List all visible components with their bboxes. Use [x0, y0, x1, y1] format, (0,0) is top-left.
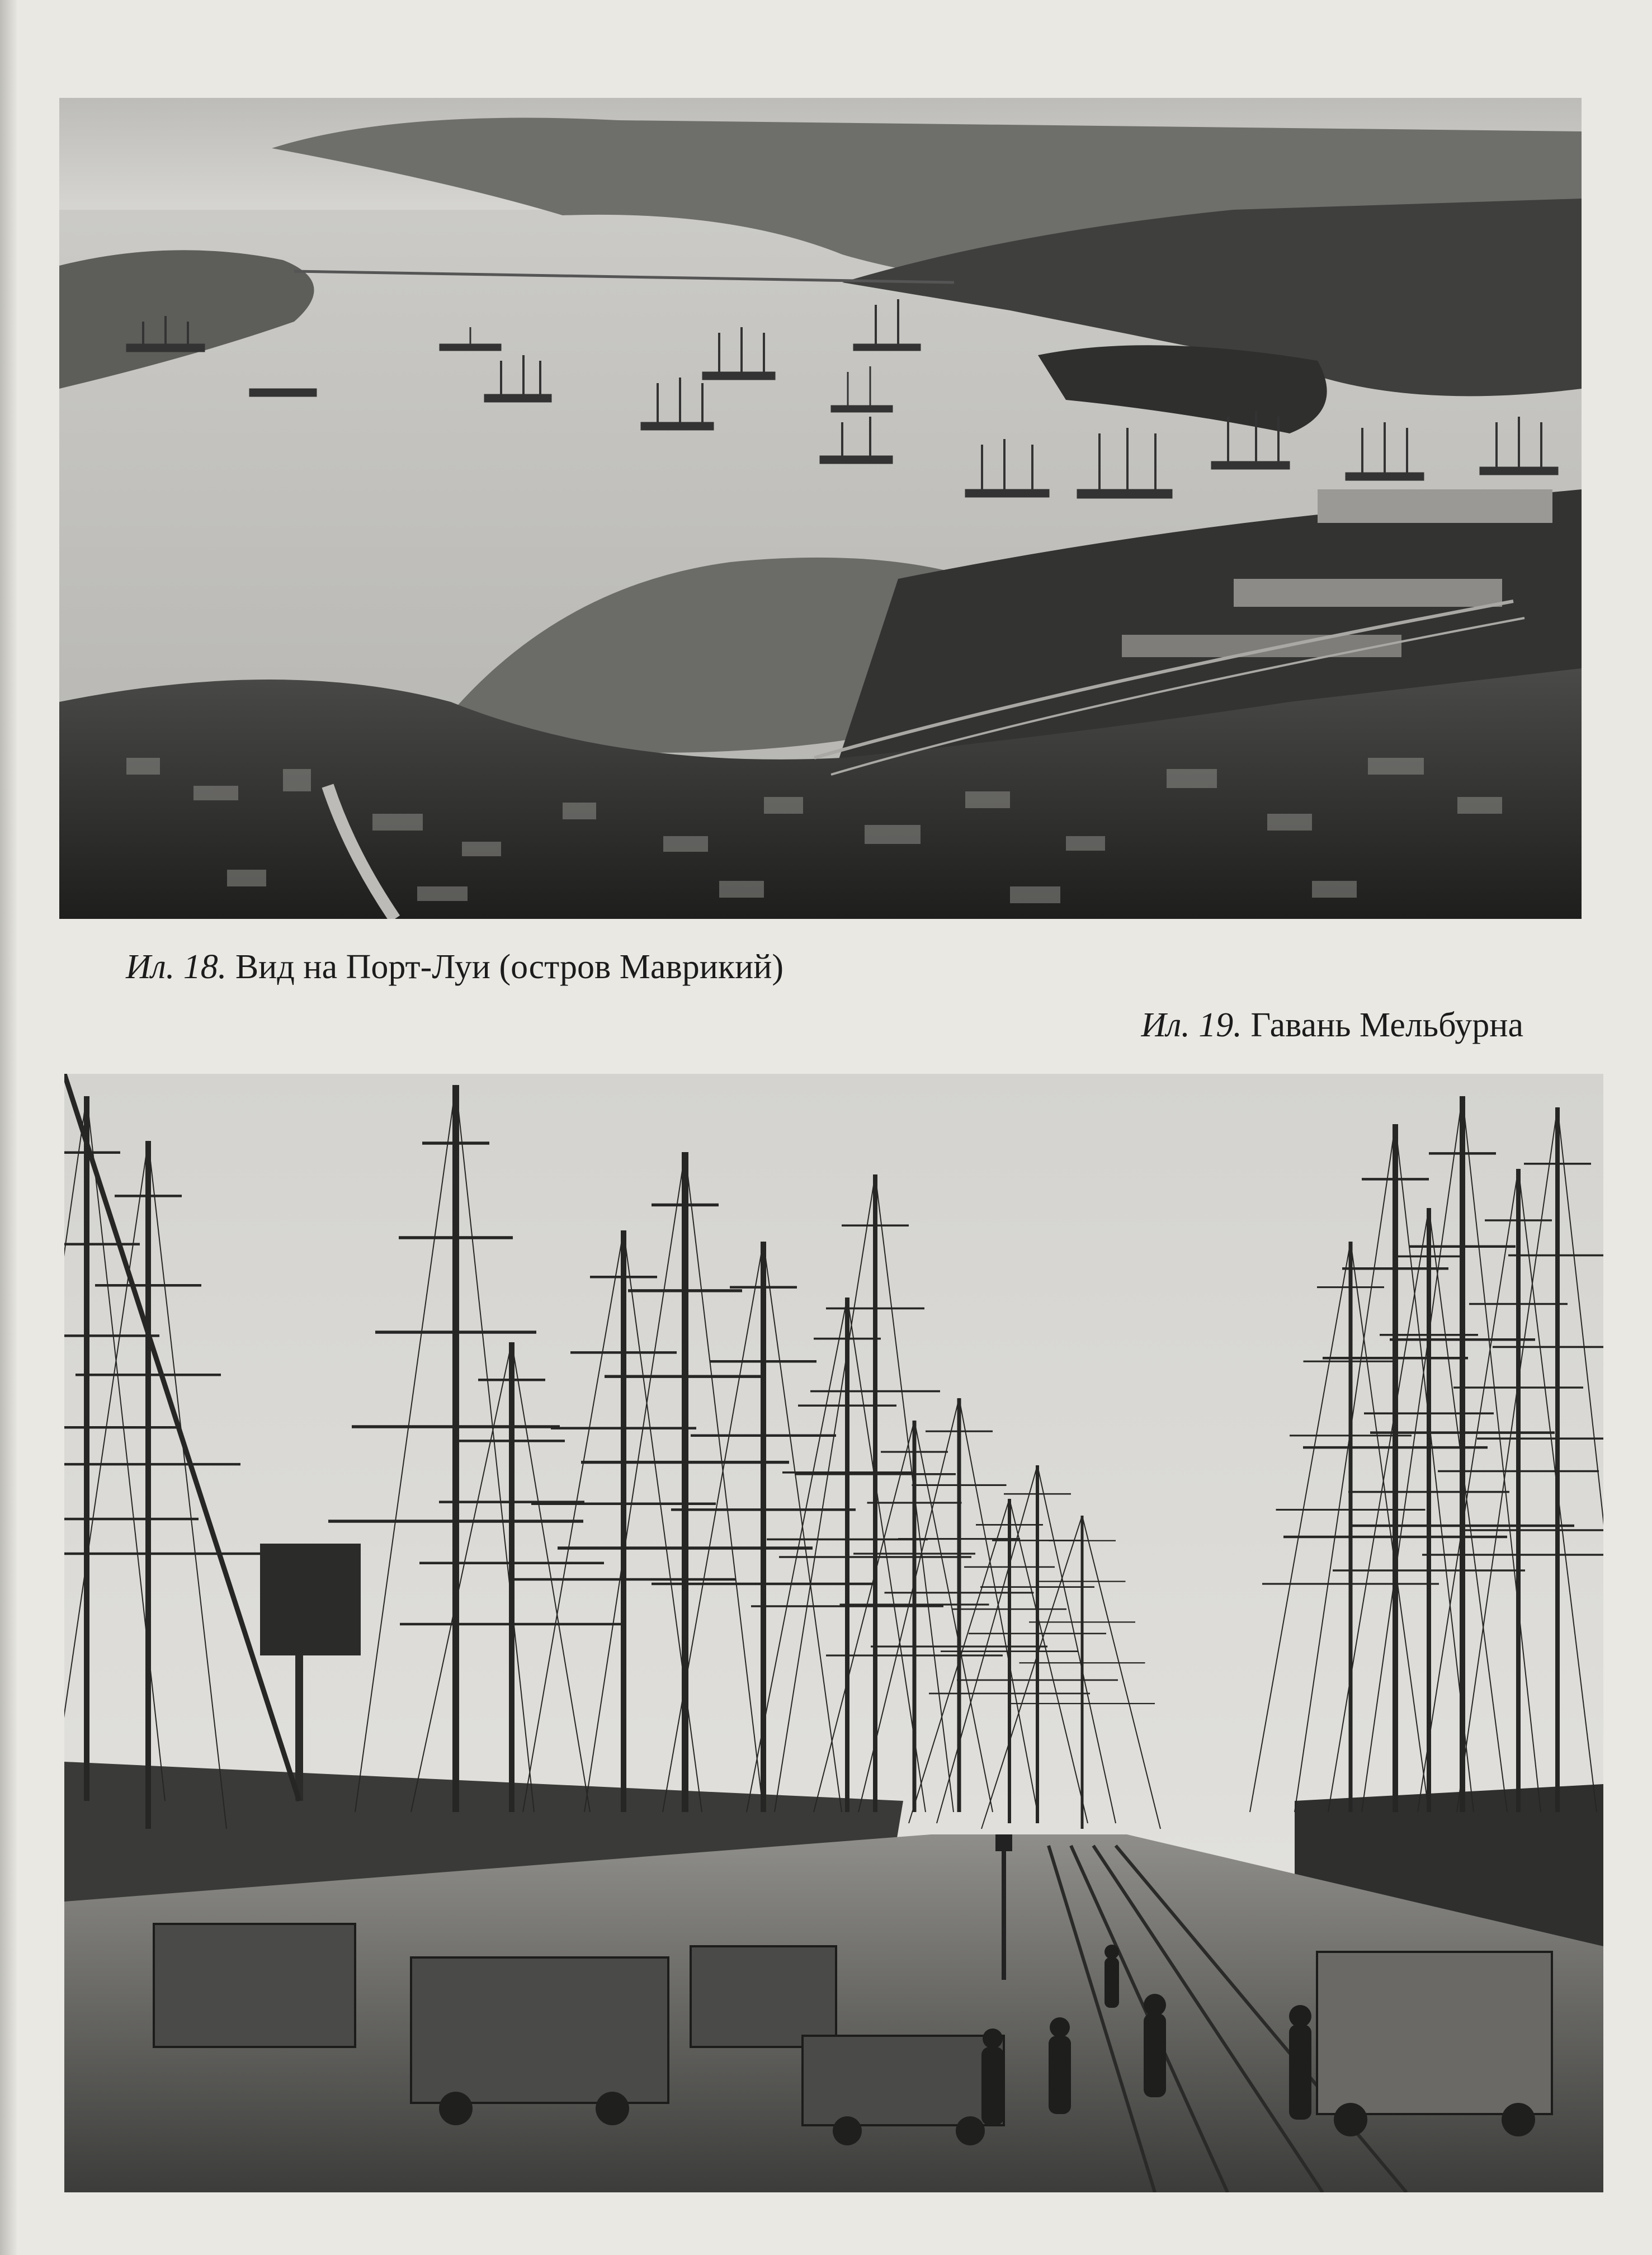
- figure-18-label: Ил. 18.: [126, 948, 227, 986]
- figure-19-caption: [1141, 1006, 1524, 1045]
- port-louis-illustration: [59, 98, 1582, 919]
- figure-19-label: Ил. 19.: [1141, 1006, 1242, 1044]
- figure-19-title: Гавань Мельбурна: [1250, 1006, 1523, 1044]
- melbourne-harbour-illustration: [64, 1074, 1603, 2192]
- water-tank: [260, 1544, 361, 1655]
- figure-18-caption: [126, 947, 783, 987]
- melbourne-harbour-photo: [64, 1074, 1603, 2192]
- port-louis-photo: [59, 98, 1582, 919]
- figure-18-title: Вид на Порт-Луи (остров Маврикий): [235, 948, 784, 986]
- page-edge: [0, 0, 17, 2255]
